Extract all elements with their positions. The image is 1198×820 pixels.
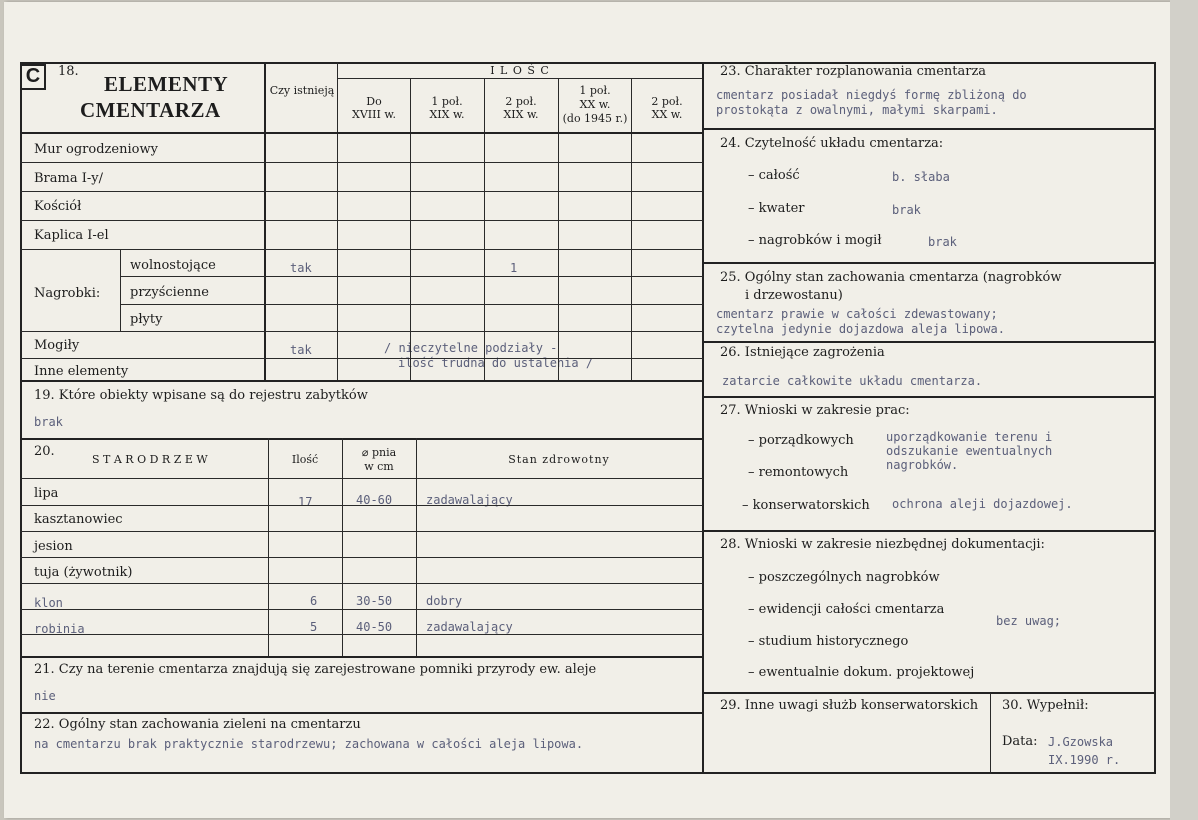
- tree-name-typed: klon: [34, 596, 63, 610]
- period-line: XX w.: [579, 98, 611, 111]
- table-rule: [20, 656, 703, 658]
- table-rule: [20, 358, 703, 359]
- tree-state: dobry: [426, 594, 463, 608]
- period-line: Do: [366, 95, 382, 108]
- table-rule: [20, 220, 703, 221]
- s19-label: 19. Które obiekty wpisane są do rejestru zabytków: [34, 388, 368, 403]
- mogily-exists-value: tak: [290, 343, 312, 357]
- table-rule: [20, 380, 703, 382]
- s23-label: 23. Charakter rozplanowania cmentarza: [720, 64, 987, 79]
- table-rule: [703, 396, 1156, 398]
- row-label-wolnostojace: wolnostojące: [130, 258, 216, 273]
- table-rule: [990, 693, 991, 774]
- s28-item: – ewidencji całości cmentarza: [748, 602, 945, 617]
- row-label-kaplica: Kaplica I-el: [34, 228, 109, 243]
- s23-line1: cmentarz posiadał niegdyś formę zbliżoną do: [716, 88, 1027, 102]
- row-label-przyscienne: przyścienne: [130, 285, 209, 300]
- tree-diam: 40-50: [356, 620, 393, 634]
- table-rule: [20, 132, 703, 134]
- s27-porz-value-1: uporządkowanie terenu i: [886, 430, 1053, 444]
- table-rule: [20, 505, 703, 506]
- s21-value: nie: [34, 689, 56, 703]
- s28-item: – studium historycznego: [748, 634, 909, 649]
- period-line: 1 poł.: [431, 95, 463, 108]
- s27-konserw-value: ochrona aleji dojazdowej.: [892, 497, 1073, 511]
- s20-col-health: Stan zdrowotny: [508, 453, 610, 466]
- s25-line2: czytelna jedynie dojazdowa aleja lipowa.: [716, 322, 1005, 336]
- table-rule: [558, 78, 559, 380]
- table-rule: [342, 438, 343, 656]
- mogily-note-line2: ilość trudna do ustalenia /: [398, 356, 594, 370]
- row-label-nagrobki: Nagrobki:: [34, 286, 101, 301]
- table-rule: [264, 62, 266, 380]
- table-rule: [120, 304, 703, 305]
- s24-item-label: – całość: [748, 168, 800, 183]
- table-rule: [20, 478, 703, 479]
- s22-value: na cmentarzu brak praktycznie starodrzewu; zachowana w całości aleja lipowa.: [34, 737, 584, 751]
- period-line: (do 1945 r.): [562, 112, 628, 125]
- s30-label: 30. Wypełnił:: [1002, 698, 1089, 713]
- s18-col-exists: Czy istnieją: [269, 84, 335, 97]
- row-label-inne: Inne elementy: [34, 364, 129, 379]
- table-rule: [337, 78, 702, 79]
- s24-item-label: – nagrobków i mogił: [748, 233, 882, 248]
- row-label-brama: Brama I-y/: [34, 171, 103, 186]
- period-line: 1 poł.: [579, 84, 611, 97]
- table-rule: [20, 634, 703, 635]
- tree-count: 17: [298, 495, 313, 509]
- table-rule: [416, 438, 417, 656]
- s28-label: 28. Wnioski w zakresie niezbędnej dokumentacji:: [720, 537, 1045, 552]
- table-rule: [20, 712, 703, 714]
- s30-name: J.Gzowska: [1048, 735, 1114, 749]
- s26-value: zatarcie całkowite układu cmentarza.: [722, 374, 983, 388]
- period-line: XX w.: [651, 108, 683, 121]
- wolnostojace-2pol19-value: 1: [510, 261, 518, 275]
- s24-item-value: brak: [892, 203, 921, 217]
- tree-count: 5: [310, 620, 318, 634]
- s27-porz-value-3: nagrobków.: [886, 458, 959, 472]
- tree-name-typed: robinia: [34, 622, 85, 636]
- table-rule: [703, 262, 1156, 264]
- s25-line1: cmentarz prawie w całości zdewastowany;: [716, 307, 998, 321]
- table-rule: [20, 162, 703, 163]
- table-rule: [120, 276, 703, 277]
- s20-col-count: Ilość: [291, 453, 319, 466]
- s24-item-value: b. słaba: [892, 170, 950, 184]
- table-rule: [120, 249, 121, 331]
- row-label-kosciol: Kościół: [34, 199, 82, 214]
- s20-title: S T A R O D R Z E W: [92, 453, 208, 466]
- s24-item-value: brak: [928, 235, 957, 249]
- s30-data-label: Data:: [1002, 734, 1038, 749]
- s22-label: 22. Ogólny stan zachowania zieleni na cmentarzu: [34, 717, 361, 732]
- s19-value: brak: [34, 415, 63, 429]
- row-label-mur: Mur ogrodzeniowy: [34, 142, 158, 157]
- tree-name: jesion: [34, 539, 73, 554]
- s27-label: 27. Wnioski w zakresie prac:: [720, 403, 910, 418]
- s24-item-label: – kwater: [748, 201, 805, 216]
- tree-name: tuja (żywotnik): [34, 565, 133, 580]
- s27-porz-value-2: odszukanie ewentualnych: [886, 444, 1053, 458]
- row-label-plyty: płyty: [130, 312, 163, 327]
- row-label-mogily: Mogiły: [34, 338, 80, 353]
- tree-name: kasztanowiec: [34, 512, 123, 527]
- card-edge: [1170, 0, 1198, 820]
- s18-title-line1: ELEMENTY: [104, 72, 229, 96]
- table-rule: [484, 78, 485, 380]
- s25-label-line1: 25. Ogólny stan zachowania cmentarza (nagrobków: [720, 270, 1062, 285]
- table-rule: [20, 191, 703, 192]
- tree-diam: 30-50: [356, 594, 393, 608]
- table-rule: [703, 692, 1156, 694]
- s25-label-line2: i drzewostanu): [745, 288, 843, 303]
- tree-diam: 40-60: [356, 493, 393, 507]
- table-rule: [410, 78, 411, 380]
- tree-state: zadawalający: [426, 493, 513, 507]
- s28-item: – ewentualnie dokum. projektowej: [748, 665, 975, 680]
- period-line: XVIII w.: [352, 108, 396, 121]
- period-line: 2 poł.: [651, 95, 683, 108]
- period-line: XIX w.: [429, 108, 465, 121]
- s20-number: 20.: [34, 444, 55, 459]
- s18-title-line2: CMENTARZA: [80, 98, 221, 122]
- tree-state: zadawalający: [426, 620, 513, 634]
- s27-konserwatorskich: – konserwatorskich: [742, 498, 870, 513]
- s20-col-diam-l1: ⌀ pnia: [361, 446, 397, 459]
- period-line: XIX w.: [503, 108, 539, 121]
- wolnostojace-exists-value: tak: [290, 261, 312, 275]
- table-rule: [702, 62, 704, 774]
- s30-date: IX.1990 r.: [1048, 753, 1121, 767]
- table-rule: [20, 609, 703, 610]
- table-rule: [20, 531, 703, 532]
- s28-value: bez uwag;: [996, 614, 1062, 628]
- s18-ilosc-header: I L O Ś C: [490, 64, 550, 77]
- s26-label: 26. Istniejące zagrożenia: [720, 345, 885, 360]
- s27-porzadkowych: – porządkowych: [748, 433, 854, 448]
- section-letter-badge: C: [20, 64, 46, 90]
- table-rule: [337, 62, 338, 380]
- s29-label: 29. Inne uwagi służb konserwatorskich: [720, 698, 979, 713]
- table-rule: [631, 78, 632, 380]
- table-rule: [703, 530, 1156, 532]
- s28-item: – poszczególnych nagrobków: [748, 570, 940, 585]
- table-rule: [703, 341, 1156, 343]
- table-rule: [20, 557, 703, 558]
- mogily-note-line1: / nieczytelne podziały -: [384, 341, 558, 355]
- tree-count: 6: [310, 594, 318, 608]
- s23-line2: prostokąta z owalnymi, małymi skarpami.: [716, 103, 998, 117]
- tree-name: lipa: [34, 486, 59, 501]
- s27-remontowych: – remontowych: [748, 465, 849, 480]
- table-rule: [20, 249, 703, 250]
- s18-number: 18.: [58, 64, 79, 79]
- s21-label: 21. Czy na terenie cmentarza znajdują się zarejestrowane pomniki przyrody ew. aleje: [34, 662, 597, 677]
- table-rule: [20, 583, 703, 584]
- table-rule: [268, 438, 269, 656]
- table-rule: [20, 438, 703, 440]
- table-rule: [703, 128, 1156, 130]
- s24-label: 24. Czytelność układu cmentarza:: [720, 136, 944, 151]
- table-rule: [20, 331, 703, 332]
- period-line: 2 poł.: [505, 95, 537, 108]
- s20-col-diam-l2: w cm: [364, 460, 394, 473]
